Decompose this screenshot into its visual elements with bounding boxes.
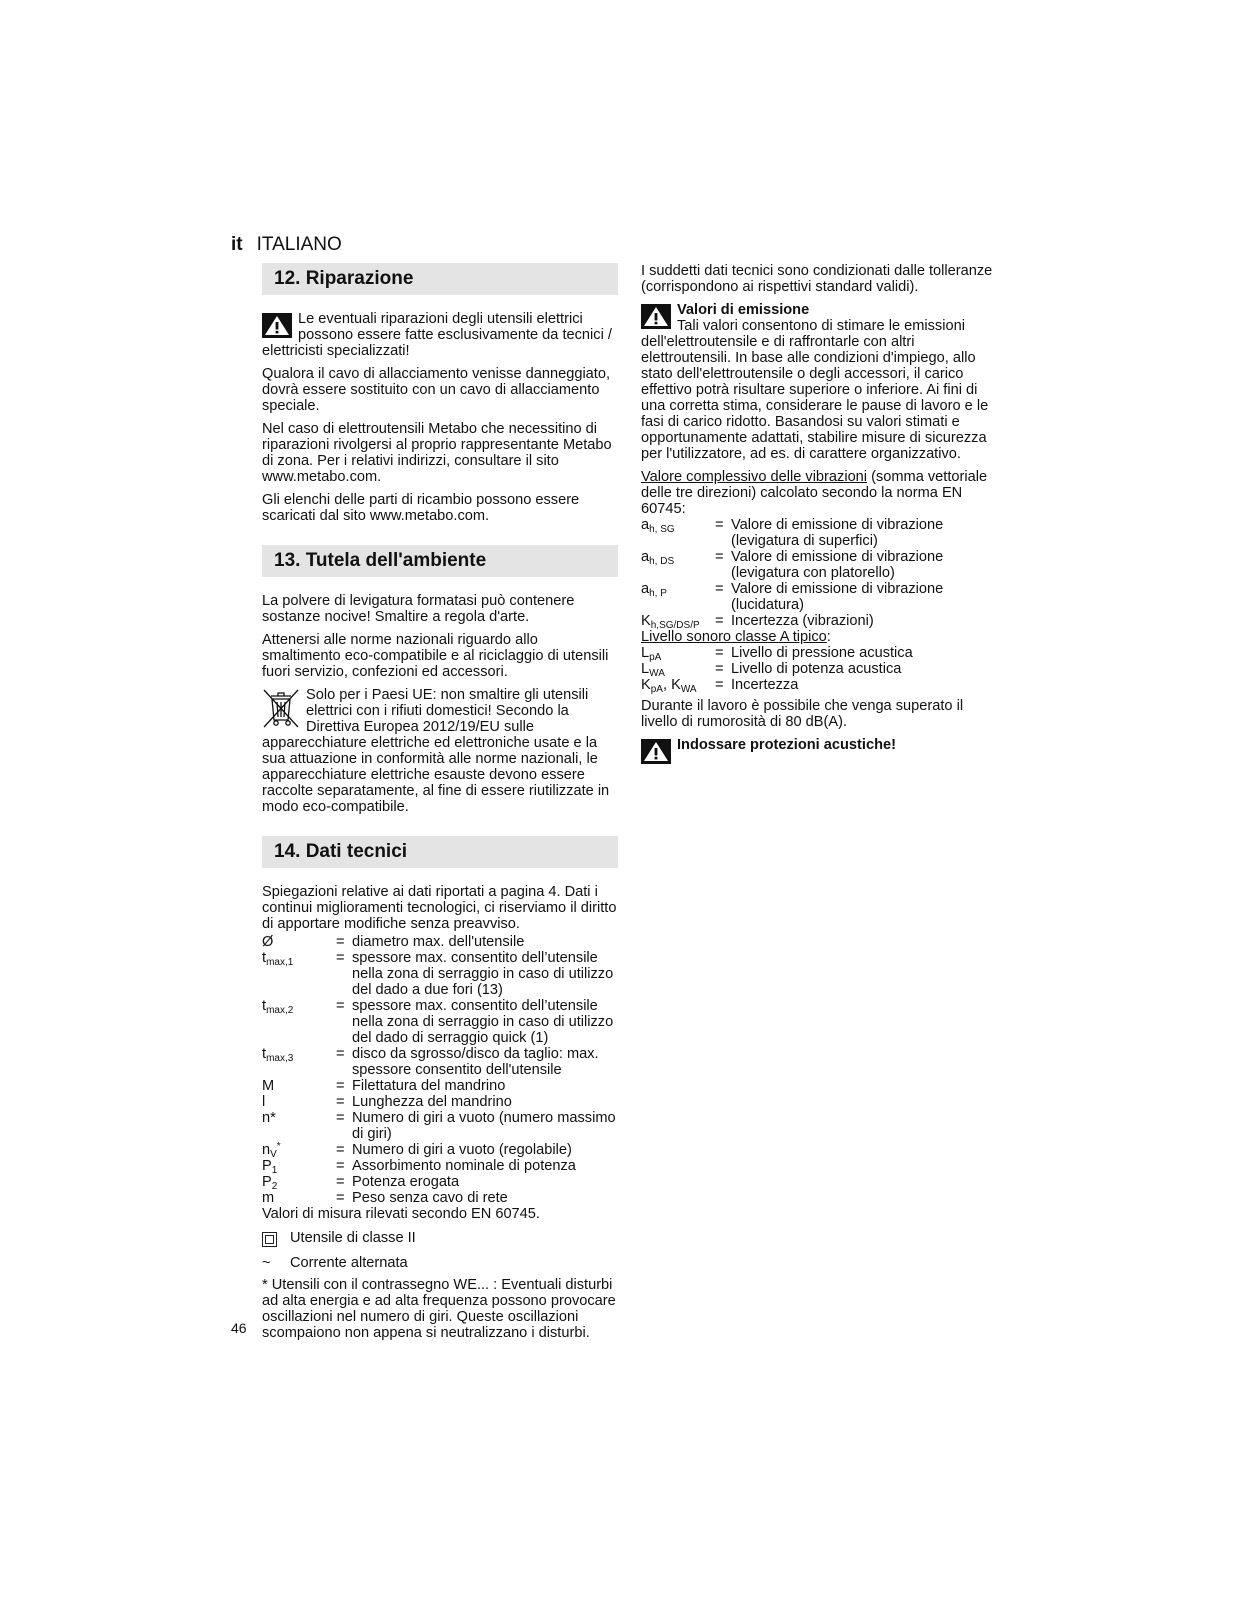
definition-text: Livello di pressione acustica bbox=[731, 645, 913, 661]
warning-icon bbox=[641, 739, 671, 764]
definition-row: $t_{max,2}$ = spessore max. consentito dell’utensile nella zona di serraggio in caso di utilizzo del dado di serraggio quick (1) bbox=[262, 998, 618, 1046]
ac-legend bbox=[262, 1255, 618, 1271]
warning-icon bbox=[262, 313, 292, 338]
definition-symbol: $t_{max,3}$ bbox=[262, 1046, 294, 1064]
class-ii-icon bbox=[262, 1232, 277, 1247]
definition-symbol: $P_2$ bbox=[262, 1174, 278, 1192]
definition-text: Potenza erogata bbox=[352, 1174, 460, 1190]
definition-row: $a_{h, P}$ = Valore di emissione di vibrazione (lucidatura) bbox=[641, 581, 1001, 613]
spare-parts-paragraph: Gli elenchi delle parti di ricambio possono essere scaricati dal sito www.metabo.com. bbox=[262, 492, 580, 524]
definition-row: $a_{h, DS}$ = Valore di emissione di vibrazione (levigatura con platorello) bbox=[641, 549, 1001, 581]
tech-definitions bbox=[262, 934, 618, 1206]
definition-row: m = Peso senza cavo di rete bbox=[262, 1190, 618, 1206]
definition-symbol: m bbox=[262, 1190, 275, 1206]
definition-text: Peso senza cavo di rete bbox=[352, 1190, 508, 1206]
noise-note: Durante il lavoro è possibile che venga superato il livello di rumorosità di 80 dB(A). bbox=[641, 698, 964, 730]
definition-symbol: $a_{h, SG}$ bbox=[641, 517, 675, 535]
noise-definitions bbox=[641, 645, 1001, 693]
definition-text: disco da sgrosso/disco da taglio: max. spessore consentito dell'utensile bbox=[352, 1046, 599, 1078]
definition-row: $K_{pA}$, $K_{WA}$ = Incertezza bbox=[641, 677, 1001, 693]
tolerance-paragraph: I suddetti dati tecnici sono condizionati dalle tolleranze (corrispondono ai rispettivi standard validi). bbox=[641, 263, 993, 295]
definition-text: Incertezza bbox=[731, 677, 799, 693]
definition-symbol: $a_{h, DS}$ bbox=[641, 549, 675, 567]
definition-symbol: $K_{pA}$, $K_{WA}$ bbox=[641, 677, 697, 695]
warning-icon bbox=[641, 304, 671, 329]
definition-row: $K_{h,SG/DS/P}$ = Incertezza (vibrazioni) bbox=[641, 613, 1001, 629]
definition-symbol: n* bbox=[262, 1110, 276, 1126]
definition-text: Valore di emissione di vibrazione (levigatura con platorello) bbox=[731, 549, 944, 581]
definition-row: $n_V^*$ = Numero di giri a vuoto (regolabile) bbox=[262, 1142, 618, 1158]
definition-text: Numero di giri a vuoto (regolabile) bbox=[352, 1142, 572, 1158]
definition-symbol: $P_1$ bbox=[262, 1158, 278, 1176]
measured-values-note: Valori di misura rilevati secondo EN 60745. bbox=[262, 1206, 540, 1222]
page-number: 46 bbox=[231, 1320, 247, 1336]
definition-symbol: Ø bbox=[262, 934, 274, 950]
eu-disposal-note bbox=[262, 687, 618, 815]
ac-text: Corrente alternata bbox=[290, 1255, 408, 1271]
disposal-paragraph: Attenersi alle norme nazionali riguardo allo smaltimento eco-compatibile e al riciclaggio di utensili fuori servizio, confezioni ed accessori. bbox=[262, 632, 609, 680]
dust-paragraph: La polvere di levigatura formatasi può contenere sostanze nocive! Smaltire a regola d'arte. bbox=[262, 593, 575, 625]
definition-row: M = Filettatura del mandrino bbox=[262, 1078, 618, 1094]
definition-text: Numero di giri a vuoto (numero massimo di giri) bbox=[352, 1110, 616, 1142]
we-footnote: * Utensili con il contrassegno WE... : Eventuali disturbi ad alta energia e ad alta frequenza possono provocare oscillazioni nel numero di giri. Queste oscillazioni scompaiono non appena si neutralizzano i disturbi. bbox=[262, 1277, 616, 1341]
section-12-title: 12. Riparazione bbox=[262, 263, 618, 295]
cable-paragraph: Qualora il cavo di allacciamento venisse danneggiato, dovrà essere sostituito con un cavo di allacciamento speciale. bbox=[262, 366, 611, 414]
ear-protection-warning bbox=[641, 737, 1001, 753]
ear-protection-text: Indossare protezioni acustiche! bbox=[677, 737, 896, 753]
metabo-repair-paragraph: Nel caso di elettroutensili Metabo che necessitino di riparazioni rivolgersi al proprio rappresentante Metabo di zona. Per i relativi indirizzi, consultare il sito www.metabo.com. bbox=[262, 421, 612, 485]
language-code: it bbox=[231, 234, 243, 255]
definition-row: $P_2$ = Potenza erogata bbox=[262, 1174, 618, 1190]
vibration-intro: Valore complessivo delle vibrazioni (somma vettoriale delle tre direzioni) calcolato secondo la norma EN 60745: bbox=[641, 469, 988, 517]
definition-symbol: M bbox=[262, 1078, 275, 1094]
definition-row: $t_{max,1}$ = spessore max. consentito dell’utensile nella zona di serraggio in caso di utilizzo del dado a due fori (13) bbox=[262, 950, 618, 998]
repair-warning bbox=[262, 311, 618, 359]
definition-symbol: $L_{WA}$ bbox=[641, 661, 665, 679]
eu-disposal-text: Solo per i Paesi UE: non smaltire gli utensili elettrici con i rifiuti domestici! Secondo la Direttiva Europea 2012/19/EU sulle apparecchiature elettriche ed elettroniche usate e la sua attuazione in conformità alle norme nazionali, le apparecchiature elettriche esauste devono essere raccolte separatamente, al fine di essere riutilizzate in modo eco-compatibile. bbox=[262, 687, 610, 815]
emission-block bbox=[641, 302, 1001, 462]
definition-row: $L_{WA}$ = Livello di potenza acustica bbox=[641, 661, 1001, 677]
definition-text: Assorbimento nominale di potenza bbox=[352, 1158, 576, 1174]
definition-symbol: $K_{h,SG/DS/P}$ bbox=[641, 613, 700, 631]
emission-text: Tali valori consentono di stimare le emissioni dell'elettroutensile e di raffrontarle con altri elettroutensili. In base alle condizioni d'impiego, allo stato dell'elettroutensile o degli accessori, il carico effettivo potrà risultare superiore o inferiore. Ai fini di una corretta stima, considerare le pause di lavoro e le fasi di carico ridotto. Basandosi su valori stimati e opportunamente adattati, stabilire misure di sicurezza per l'utilizzatore, ad es. di carattere organizzativo. bbox=[641, 318, 989, 462]
section-14-title: 14. Dati tecnici bbox=[262, 836, 618, 868]
definition-symbol: $L_{pA}$ bbox=[641, 645, 662, 663]
class-ii-text: Utensile di classe II bbox=[290, 1230, 416, 1246]
definition-text: Valore di emissione di vibrazione (levigatura di superfici) bbox=[731, 517, 944, 549]
definition-row: Ø = diametro max. dell'utensile bbox=[262, 934, 618, 950]
crossed-bin-icon bbox=[262, 687, 300, 729]
definition-text: Filettatura del mandrino bbox=[352, 1078, 506, 1094]
definition-row: l = Lunghezza del mandrino bbox=[262, 1094, 618, 1110]
definition-text: diametro max. dell'utensile bbox=[352, 934, 525, 950]
noise-intro: Livello sonoro classe A tipico: bbox=[641, 629, 831, 645]
vibration-definitions bbox=[641, 517, 1001, 629]
definition-text: spessore max. consentito dell’utensile nella zona di serraggio in caso di utilizzo del dado di serraggio quick (1) bbox=[352, 998, 614, 1046]
definition-text: Valore di emissione di vibrazione (lucidatura) bbox=[731, 581, 944, 613]
class-ii-legend bbox=[262, 1230, 618, 1249]
definition-row: $P_1$ = Assorbimento nominale di potenza bbox=[262, 1158, 618, 1174]
definition-symbol: $n_V^*$ bbox=[262, 1141, 281, 1160]
definition-text: spessore max. consentito dell’utensile nella zona di serraggio in caso di utilizzo del dado a due fori (13) bbox=[352, 950, 614, 998]
page-header bbox=[231, 234, 342, 256]
language-name: ITALIANO bbox=[256, 234, 342, 255]
definition-row: $t_{max,3}$ = disco da sgrosso/disco da taglio: max. spessore consentito dell'utensile bbox=[262, 1046, 618, 1078]
definition-symbol: $t_{max,1}$ bbox=[262, 950, 294, 968]
definition-symbol: l bbox=[262, 1094, 266, 1110]
definition-symbol: $t_{max,2}$ bbox=[262, 998, 294, 1016]
emission-title: Valori di emissione bbox=[677, 302, 810, 318]
right-column bbox=[641, 263, 1001, 764]
definition-text: Lunghezza del mandrino bbox=[352, 1094, 512, 1110]
tech-data-intro: Spiegazioni relative ai dati riportati a pagina 4. Dati i continui miglioramenti tecnologici, ci riserviamo il diritto di apportare modifiche senza preavviso. bbox=[262, 884, 617, 932]
section-13-title: 13. Tutela dell'ambiente bbox=[262, 545, 618, 577]
definition-text: Incertezza (vibrazioni) bbox=[731, 613, 874, 629]
repair-warning-text: Le eventuali riparazioni degli utensili elettrici possono essere fatte esclusivamente da tecnici / elettricisti specializzati! bbox=[262, 311, 612, 359]
left-column bbox=[262, 263, 618, 1348]
ac-icon: ~ bbox=[262, 1255, 271, 1271]
definition-symbol: $a_{h, P}$ bbox=[641, 581, 667, 599]
definition-row: n* = Numero di giri a vuoto (numero massimo di giri) bbox=[262, 1110, 618, 1142]
definition-text: Livello di potenza acustica bbox=[731, 661, 902, 677]
definition-row: $L_{pA}$ = Livello di pressione acustica bbox=[641, 645, 1001, 661]
definition-row: $a_{h, SG}$ = Valore di emissione di vibrazione (levigatura di superfici) bbox=[641, 517, 1001, 549]
